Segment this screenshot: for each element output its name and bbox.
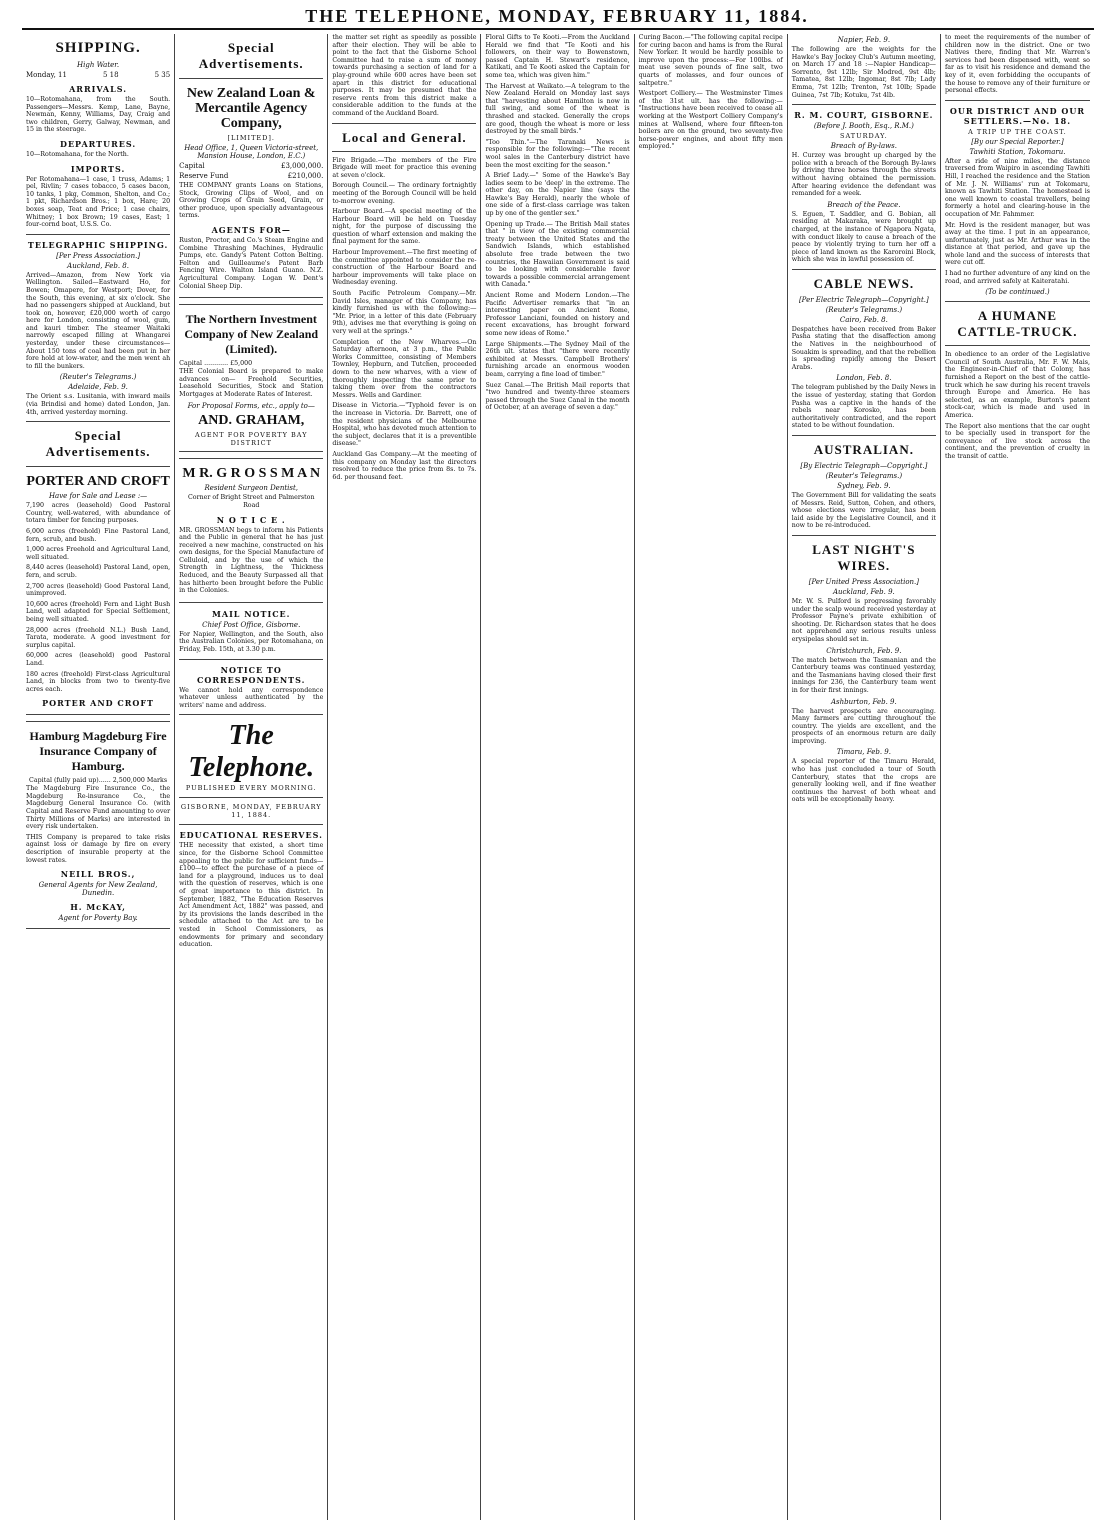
curing-bacon-item: Curing Bacon.—"The following capital recipe for curing bacon and hams is from the Rural New Yorker. It would be hardly possible to improve upon the process:—For 100lbs. of meat use seven pounds of fine salt, two quarts of molasses, and four ounces of saltpetre." bbox=[638, 34, 783, 87]
divider bbox=[332, 123, 476, 124]
divider bbox=[792, 535, 936, 536]
column-3 bbox=[328, 34, 481, 1520]
grossman-ad bbox=[179, 458, 323, 603]
porter-croft-footer: PORTER AND CROFT bbox=[42, 698, 154, 709]
divider bbox=[26, 234, 170, 235]
list-item: 7,190 acres (leasehold) Good Pastoral Country, well-watered, with abundance of totara timber for fencing purposes. bbox=[26, 502, 171, 525]
our-district-heading: OUR DISTRICT AND OUR SETTLERS.—No. 18. bbox=[949, 105, 1085, 126]
hamburg-ad bbox=[26, 721, 170, 929]
tide-day: Monday, 11 bbox=[26, 71, 67, 79]
last-wires-sub: [Per United Press Association.] bbox=[808, 577, 919, 586]
trip-heading: A TRIP UP THE COAST. bbox=[968, 127, 1067, 136]
court-sub: (Before J. Booth, Esq., R.M.) bbox=[813, 122, 914, 131]
column-5 bbox=[635, 34, 788, 1520]
district-continued: to meet the requirements of the number of children now in the district. One or two Natives there, finding that Mr. Warren's services had been dispensed with, went so far as to visit his residence and demand the key of it, even forbidding the occupants of the house to remove any of their furniture or personal effects. bbox=[944, 34, 1090, 95]
capital-label: Capital bbox=[179, 162, 205, 170]
imports-text: Per Rotomahana—1 case, 1 truss, Adams; 1 pel, Rivlin; 7 cases tobacco, 5 cases bacon, 10 tanks, 1 pkg, Common, Shelton, and Co.; 1 pkt, Richardson Bros.; 1 box, Hare; 20 boxes soap, Teat and Price; 1 case chairs, Whitney; 1 box Brown; 19 cases, East; 1 four-cornd boat, U.S.S. Co. bbox=[26, 175, 171, 229]
to-be-continued: (To be continued.) bbox=[985, 288, 1050, 297]
divider bbox=[792, 104, 936, 105]
brief-lady-item: A Brief Lady.—" Some of the Hawke's Bay ladies seem to be 'deep' in the extreme. The other day, on the Napier line (says the Hawke's Bay Herald), nearly the whole of one side of a first-class carriage was taken up by one of the gentler sex." bbox=[485, 172, 630, 218]
breach-heading: Breach of By-laws. bbox=[830, 142, 897, 151]
masthead-title: THE TELEPHONE, MONDAY, FEBRUARY 11, 1884. bbox=[305, 6, 809, 26]
page-columns bbox=[22, 34, 1094, 1520]
cattle-truck-text: In obedience to an order of the Legislative Council of South Australia, Mr. F. W. Mais, the Engineer-in-Chief of that Colony, has furnished a Report on the best of the cattle-truck which he saw during his recent travels through Europe and America. He has selected, as an example, Burton's patent stock-car, which is made and used in America. bbox=[944, 351, 1090, 419]
cattle-truck-text-2: The Report also mentions that the car ought to be specially used in transport for the conveyance of live stock across the continent, and the prevention of cruelty in the transit of cattle. bbox=[944, 422, 1090, 460]
court-heading: R. M. COURT, GISBORNE. bbox=[794, 110, 934, 121]
cable-news-heading: CABLE NEWS. bbox=[813, 275, 915, 291]
arrivals-heading: ARRIVALS. bbox=[69, 84, 128, 94]
last-wires-text-4: A special reporter of the Timaru Herald, who has just concluded a tour of South Canterbury, states that the crops are generally looking well, and if fine weather continues the harvest of both wheat and oats will be exceptionally heavy. bbox=[791, 758, 936, 804]
porter-croft-ad bbox=[26, 466, 170, 715]
masthead-rule bbox=[22, 28, 1094, 30]
napier-text: The following are the weights for the Hawke's Bay Jockey Club's Autumn meeting, on March 17 and 18 :—Napier Handicap—Sorrento, 9st 12lb; Sir Modred, 9st 4lb; Tamatea, 8st 12lb; Ingomar, 8st 7lb; Lady Emma, 7st 12lb; Trenton, 7st 10lb; Spade Guinea, 7st 7lb; Kotuku, 7st 4lb. bbox=[791, 46, 936, 99]
divider bbox=[179, 824, 323, 825]
grossman-text: MR. GROSSMAN begs to inform his Patients and the Public in general that he has just received a new machine, constructed on his own designs, for the Special Manufacture of Celluloid, and by the use of which the Strength in Lightness, the Thickness Reduced, and the Beauty Surpassed all that has hitherto been brought before the Public in the Colonies. bbox=[179, 526, 324, 595]
northern-ad bbox=[179, 304, 323, 451]
nzloan-office: Head Office, 1, Queen Victoria-street, Mansion House, London, E.C.) bbox=[184, 144, 319, 160]
mail-notice-heading: MAIL NOTICE. bbox=[212, 608, 291, 619]
divider bbox=[792, 435, 936, 436]
wharves-item: Completion of the New Wharves.—On Saturday afternoon, at 3 p.m., the Public Works Committee, consisting of Members Townley, Hepburn, and Tutchen, proceeded down to the new wharves, with a view of thoroughly inspecting the same prior to taking them over from the contractors Messrs. Wells and Gardiner. bbox=[332, 338, 477, 399]
suez-item: Suez Canal.—The British Mail reports that "two hundred and twenty-three steamers passed through the Suez Canal in the month of October, at an average of seven a day." bbox=[485, 381, 630, 412]
cable-text: Despatches have been received from Baker Pasha stating that the disaffection among the Natives in the neighbourhood of Souakim is spreading, and that the rebellion is spreading rapidly among the Desert Arabs. bbox=[791, 325, 936, 371]
editorial-heading: EDUCATIONAL RESERVES. bbox=[179, 830, 323, 841]
court-day: SATURDAY. bbox=[840, 132, 888, 141]
correspondents-text: We cannot hold any correspondence whatever unless authenticated by the writers' name and address. bbox=[179, 686, 324, 709]
reserve-value: £210,000. bbox=[287, 172, 324, 180]
harvest-item: The Harvest at Waikato.—A telegram to the New Zealand Herald on Monday last says that "harvesting about Hamilton is now in full swing, and some of the wheat is thrashed and stacked. Generally the crops are good, though the wheat is more or less destroyed by the small birds." bbox=[485, 82, 630, 136]
christchurch-dateline: Christchurch, Feb. 9. bbox=[826, 646, 902, 655]
cable-sub: [Per Electric Telegraph—Copyright.] bbox=[798, 295, 929, 304]
agents-text: Ruston, Proctor, and Co.'s Steam Engine and Combine Thrashing Machines, Hydraulic Pumps, etc. Gandy's Patent Cotton Belting. Felton and Guilleaume's Patent Barb Fencing Wire. Walton Island Guano. N.Z. Agricultural Company. Logan W. Dent's Colonial Sheep Dip. bbox=[179, 236, 324, 290]
last-wires-text-3: The harvest prospects are encouraging. Many farmers are cutting throughout the country. The yields are excellent, and the prospects of an enormous return are daily improving. bbox=[791, 707, 936, 745]
london-dateline: London, Feb. 8. bbox=[836, 374, 892, 383]
high-water-label: High Water. bbox=[77, 61, 120, 69]
departures-heading: DEPARTURES. bbox=[60, 138, 137, 149]
tide-am: 5 18 bbox=[102, 71, 119, 79]
shipments-item: Large Shipments.—The Sydney Mail of the 26th ult. states that "there were recently exhibited at Messrs. Campbell Brothers' furnishing arcade an enormous wooden beam, carrying a fine load of timber." bbox=[485, 340, 630, 378]
agent-poverty-bay: AGENT FOR POVERTY BAY DISTRICT bbox=[194, 430, 308, 447]
mail-notice-text: For Napier, Wellington, and the South, also the Australian Colonies, per Rotomahana, on Friday, Feb. 15th, at 3.30 p.m. bbox=[179, 630, 324, 654]
reserve-label: Reserve Fund bbox=[179, 172, 229, 180]
grossman-sub: Resident Surgeon Dentist, bbox=[204, 483, 299, 492]
cable-sub-2: (Reuter's Telegrams.) bbox=[825, 305, 903, 314]
column-6 bbox=[788, 34, 941, 1520]
list-item: 10,600 acres (freehold) Fern and Light Bush Land, well adapted for Special Settlement, being well situated. bbox=[26, 600, 171, 623]
arrivals-text: 10—Rotomahana, from the South. Passengers—Messrs. Kemp, Lane, Bayne, Newman, Kenny, Williams, Day, Craig and two children, Gerry, Galway, Newman, and 15 in the steerage. bbox=[26, 96, 171, 134]
press-association-label: [Per Press Association.] bbox=[56, 251, 141, 260]
special-ads-heading-2: Special Advertisements. bbox=[198, 40, 304, 71]
imports-heading: IMPORTS. bbox=[70, 163, 126, 174]
reuters-text: The Orient s.s. Lusitania, with inward mails (via Brindisi and home) dated London, Jan. 4th, arrived yesterday morning. bbox=[26, 393, 171, 416]
trip-text: After a ride of nine miles, the distance traversed from Waipiro in ascending Tawhiti Hill, I reached the residence and the Station of Mr. J. N. Williams' run at Tokomaru, known as Tawhiti Station. The homestead is one well known to coastal travellers, being formerly a hotel and clearing-house in the occupation of Mr. Fahmmer. bbox=[944, 157, 1090, 218]
northern-capital: Capital ............ £5,000 bbox=[179, 360, 253, 368]
list-item: 1,000 acres Freehold and Agricultural Land, well situated. bbox=[26, 546, 171, 561]
divider bbox=[26, 421, 170, 422]
special-reporter: [By our Special Reporter.] bbox=[971, 137, 1064, 146]
capital-value: £3,000,000. bbox=[281, 162, 324, 170]
hamburg-capital: Capital (fully paid up)...... 2,500,000 Marks bbox=[29, 777, 168, 785]
list-item: 28,000 acres (freehold N.L.) Bush Land, Tarata, moderate. A good investment for surplus capital. bbox=[26, 626, 171, 649]
telegraphic-heading: TELEGRAPHIC SHIPPING. bbox=[27, 239, 169, 250]
court-text-2: S. Eguen, T. Saddler, and G. Bobian, all residing at Makaraka, were brought up charged, at the instance of Ngapora Ngata, with conduct likely to cause a breach of the peace by violently trying to turn her off a piece of land known as the Karoroini Block, which she was in lawful possession of. bbox=[791, 210, 936, 264]
grossman-notice: N O T I C E . bbox=[216, 514, 286, 525]
list-item: 180 acres (freehold) First-class Agricultural Land, in blocks from two to twenty-five acres each. bbox=[26, 670, 171, 693]
nzloan-text: THE COMPANY grants Loans on Stations, Stock, Growing Clips of Wool, and on Growing Crops of Grain Seed, Grain, or other produce, upon specially advantageous terms. bbox=[179, 182, 324, 220]
ashburton-dateline: Ashburton, Feb. 9. bbox=[831, 697, 897, 706]
editorial-continued: the matter set right as speedily as possible after their election. They will be able to point to the fact that the Gisborne School Committee had to raise a sum of money towards purchasing a section of land for a play-ground while 600 acres have been set apart in this district for educational purposes. It may be presumed that the reserve rents from this district make a considerable addition to the funds at the command of the Auckland Board. bbox=[332, 34, 477, 117]
te-kooti-item: Floral Gifts to Te Kooti.—From the Auckland Herald we find that "Te Kooti and his followers, on their way to Bowenstown, passed Captain H. Stewart's residence, Katikati, and Te Kooti asked the Captain for some tea, which was given him." bbox=[485, 34, 630, 79]
divider bbox=[945, 301, 1090, 302]
list-item: 2,700 acres (leasehold) Good Pastoral Land, unimproved. bbox=[26, 582, 171, 598]
column-1 bbox=[22, 34, 175, 1520]
tawhiti-dateline: Tawhiti Station, Tokomaru. bbox=[969, 147, 1066, 156]
nzloan-ad bbox=[179, 78, 323, 298]
cairo-dateline: Cairo, Feb. 8. bbox=[839, 315, 888, 324]
list-item: 6,000 acres (freehold) Fine Pastoral Land, fern, scrub, and bush. bbox=[26, 528, 171, 543]
hamburg-title: Hamburg Magdeburg Fire Insurance Company of Hamburg. bbox=[29, 729, 167, 774]
harbour-board-item: Harbour Board.—A special meeting of the Harbour Board will be held on Tuesday night, for the purpose of discussing the question of wharf extension and making the final payment for the same. bbox=[332, 208, 477, 246]
district-text-2: Mr. Hovd is the resident manager, but was away at the time. I put in an appearance, unfortunately, just as Mr. Arthur was in the distance at that period, and gave up the whole land and the success of interests that were cut off. bbox=[944, 221, 1090, 267]
auckland-dateline-2: Auckland, Feb. 9. bbox=[832, 587, 895, 596]
mckay: H. McKAY, bbox=[70, 902, 126, 913]
published-line: PUBLISHED EVERY MORNING. bbox=[185, 784, 317, 793]
borough-council-item: Borough Council.— The ordinary fortnightly meeting of the Borough Council will be held to-morrow evening. bbox=[332, 182, 477, 205]
grossman-address: Corner of Bright Street and Palmerston Road bbox=[187, 493, 315, 509]
divider bbox=[179, 659, 323, 660]
last-wires-text: Mr. W. S. Pulford is progressing favorably under the scalp wound received yesterday at Professor Payne's private exhibition of shooting. Dr. Richardson states that he does not apprehend any serious results unless erysipelas should set in. bbox=[791, 597, 936, 643]
divider bbox=[792, 269, 936, 270]
reuters-label: (Reuter's Telegrams.) bbox=[59, 373, 137, 382]
column-2 bbox=[175, 34, 328, 1520]
westport-item: Westport Colliery.— The Westminster Times of the 31st ult. has the following:— "Instructions have been received to cease all working at the Westport Colliery Company's mines at Wallsend, where four fifteen-ton boilers are on the ground, two seventy-five horse-power engines, and about fifty men employed." bbox=[638, 90, 783, 151]
porter-croft-sub: Have for Sale and Lease :— bbox=[48, 492, 148, 501]
last-wires-heading: LAST NIGHT'S WIRES. bbox=[812, 541, 916, 573]
hamburg-text: The Magdeburg Fire Insurance Co., the Magdeburg Re-insurance Co., the Magdeburg General Insurance Co. (with Capital and Reserve Fund amounting to over Thirty Millions of Marks) are interested in every risk undertaken. bbox=[26, 785, 171, 831]
australian-sub-2: (Reuter's Telegrams.) bbox=[825, 472, 903, 480]
tide-row bbox=[26, 71, 170, 79]
dateline: GISBORNE, MONDAY, FEBRUARY 11, 1884. bbox=[180, 803, 322, 820]
masthead bbox=[0, 0, 1114, 30]
fire-brigade-item: Fire Brigade.—The members of the Fire Brigade will meet for practice this evening at seven o'clock. bbox=[332, 156, 477, 179]
napier-dateline: Napier, Feb. 9. bbox=[837, 36, 891, 44]
local-general-heading: Local and General. bbox=[342, 129, 467, 145]
trade-item: Opening up Trade.— The British Mail states that " in view of the existing commercial treaty between the United States and the Sandwich Islands, which established absolute free trade between the two countries, the Hawaiian Government is said to be looking with considerable favor towards a possible commercial arrangement with Canada." bbox=[485, 220, 630, 289]
list-item: 60,000 acres (leasehold) good Pastoral Land. bbox=[26, 652, 171, 667]
capital-row bbox=[179, 162, 323, 170]
australian-heading: AUSTRALIAN. bbox=[813, 442, 914, 457]
timaru-dateline: Timaru, Feb. 9. bbox=[836, 748, 891, 757]
nzloan-title: New Zealand Loan & Mercantile Agency Company, bbox=[186, 86, 316, 131]
telegraphic-text: Arrived—Amazon, from New York via Wellington. Sailed—Eastward Ho, for Bowen; Omapere, for Westport; Dover, for the South, this evening, at six o'clock. She had no passengers shipped at Auckland, but took on, however, £20,000 worth of cargo here for London, consisting of wool, gum, and kauri timber. The steamer Waitaki narrowly escaped filling at Whangarei yesterday, under these circumstances—About 150 tons of coal had been put in her fore hold at low-water, and the men went ah to fill the bunkers. bbox=[26, 271, 171, 370]
cattle-truck-heading: A HUMANE CATTLE-TRUCK. bbox=[957, 308, 1078, 340]
divider bbox=[332, 151, 476, 152]
special-ads-heading: Special Advertisements. bbox=[45, 428, 151, 460]
northern-text: THE Colonial Board is prepared to make advances on— Freehold Securities, Leasehold Securities, Stock and Station Mortgages at Moderate Rates of Interest. bbox=[179, 368, 324, 398]
northern-title: The Northern Investment Company of New Zealand (Limited). bbox=[184, 312, 319, 357]
divider bbox=[945, 100, 1090, 101]
correspondents-heading: NOTICE TO CORRESPONDENTS. bbox=[197, 664, 306, 685]
neill-bros: NEILL BROS., bbox=[60, 869, 136, 880]
porter-croft-title: PORTER AND CROFT bbox=[26, 474, 170, 490]
last-wires-text-2: The match between the Tasmanian and the Canterbury teams was continued yesterday, and the Tasmanians having closed their first innings for 236, the Canterbury team went in for their first innings. bbox=[791, 656, 936, 694]
list-item: 8,440 acres (leasehold) Pastoral Land, open, fern, and scrub. bbox=[26, 564, 171, 579]
mckay-sub: Agent for Poverty Bay. bbox=[58, 914, 138, 923]
and-graham: AND. GRAHAM, bbox=[198, 412, 305, 428]
divider bbox=[179, 714, 323, 715]
column-7 bbox=[941, 34, 1094, 1520]
cable-text-2: The telegram published by the Daily News in the issue of yesterday, stating that Gordon Pasha was a captive in the hands of the rebels near Korosko, has been authoritatively contradicted, and the report stated to be without foundation. bbox=[791, 384, 936, 430]
sydney-dateline: Sydney, Feb. 9. bbox=[837, 482, 891, 490]
hamburg-text-2: THIS Company is prepared to take risks against loss or damage by fire on every description of insurable property at the lowest rates. bbox=[26, 833, 171, 864]
proposal-forms: For Proposal Forms, etc., apply to— bbox=[187, 401, 315, 410]
breach-peace-heading: Breach of the Peace. bbox=[827, 200, 901, 209]
adelaide-dateline: Adelaide, Feb. 9. bbox=[68, 383, 128, 392]
divider bbox=[945, 345, 1090, 346]
agents-heading: AGENTS FOR— bbox=[211, 224, 291, 235]
ancient-rome-item: Ancient Rome and Modern London.—The Pacific Advertiser remarks that "in an interesting paper on Ancient Rome, Professor Lanciani, founded on history and recent excavations, has brought forward some new ideas of Rome." bbox=[485, 292, 630, 337]
too-thin-item: "Too Thin."—The Taranaki News is responsible for the following:—"The recent wool sales in the Canterbury district have been the most exciting for the season." bbox=[485, 138, 630, 169]
australian-text: The Government Bill for validating the seats of Messrs. Reid, Sutton, Cohen, and others, whose elections were irregular, has been laid aside by the Legislative Council, and it now to be re-introduced. bbox=[791, 492, 936, 530]
departures-text: 10—Rotomahana, for the North. bbox=[26, 150, 129, 158]
district-text-3: I had no further adventure of any kind on the road, and arrived safely at Kaiteratahi. bbox=[944, 270, 1090, 285]
gas-company-item: Auckland Gas Company.—At the meeting of this company on Monday last the directors resolved to reduce the price from 8s. to 7s. 6d. per thousand feet. bbox=[332, 450, 477, 481]
petroleum-item: South Pacific Petroleum Company.—Mr. David Isles, manager of this Company, has kindly furnished us with the following:— "Mr. Prior, in a letter of this date (February 9th), advises me that everything is going on very well at the springs." bbox=[332, 290, 477, 335]
column-4 bbox=[481, 34, 634, 1520]
nzloan-limited: [LIMITED]. bbox=[227, 134, 275, 142]
tide-pm: 5 35 bbox=[154, 71, 171, 79]
auckland-dateline: Auckland, Feb. 8. bbox=[67, 261, 129, 270]
neill-sub: General Agents for New Zealand, Dunedin. bbox=[38, 881, 158, 898]
harbour-improvement-item: Harbour Improvement.—The first meeting of the committee appointed to consider the re-construction of the Harbour Board and harbour improvements will take place on Wednesday evening. bbox=[332, 249, 477, 287]
australian-sub: [By Electric Telegraph—Copyright.] bbox=[800, 462, 928, 470]
disease-item: Disease in Victoria.—"Typhoid fever is on the increase in Victoria. Dr. Barrett, one of the resident physicians of the Melbourne Hospital, who has devoted much attention to the subject, declares that it is a preventible disease." bbox=[332, 402, 477, 448]
court-text: H. Curzey was brought up charged by the police with a breach of the Borough By-laws by driving three horses through the streets without having obtained the permission. After hearing evidence the defendant was remanded for a week. bbox=[791, 152, 936, 198]
mail-notice-sub: Chief Post Office, Gisborne. bbox=[202, 620, 301, 629]
editorial-text: THE necessity that existed, a short time since, for the Gisborne School Committee appealing to the public for sufficient funds—£100—to effect the purchase of a piece of land for a playground, induces us to deal with the question of reserves, which is one of great importance to this district. In September, 1882, "The Education Reserves Act Amendment Act, 1882" was passed, and by its provisions the lands described in the schedule attached to the Act are to be vested in School Commissioners, as endowments for primary and secondary education. bbox=[179, 842, 324, 949]
shipping-heading: SHIPPING. bbox=[55, 40, 141, 56]
reserve-row bbox=[179, 172, 323, 180]
divider bbox=[179, 797, 323, 798]
newspaper-logo: The Telephone. bbox=[188, 720, 315, 784]
grossman-title: M R. G R O S S M A N bbox=[182, 465, 321, 481]
